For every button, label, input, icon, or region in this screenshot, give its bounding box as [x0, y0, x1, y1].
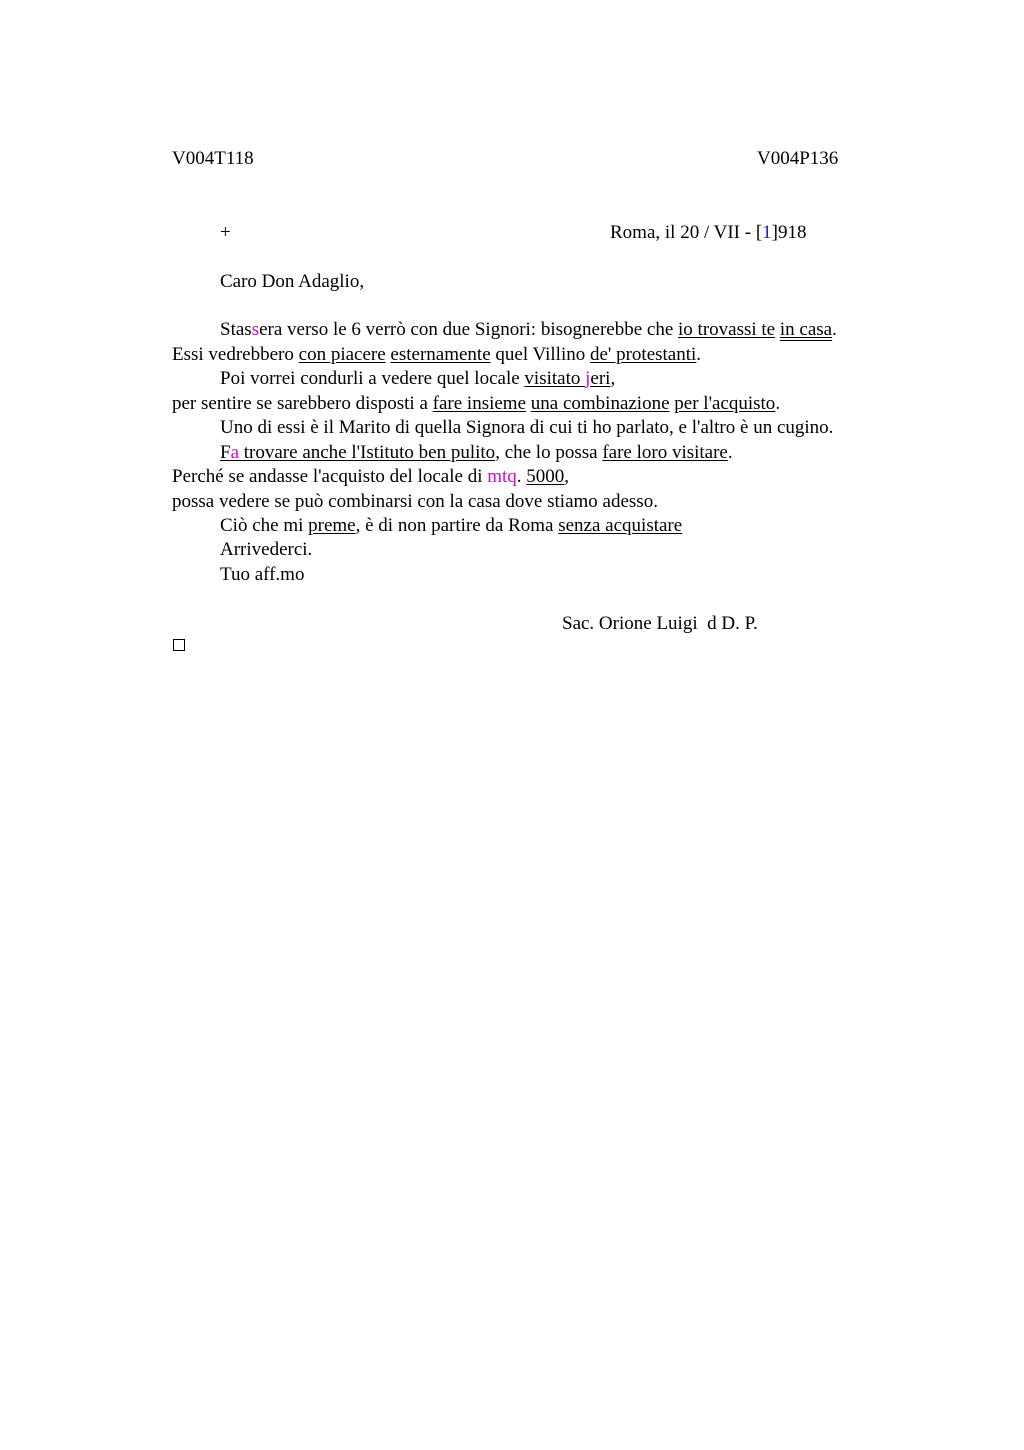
text-segment: Perché se andasse l'acquisto del locale di: [172, 466, 488, 487]
letter-line-2: [172, 345, 701, 364]
double-underlined-text: in casa: [779, 319, 833, 340]
underlined-text: [220, 442, 495, 463]
underlined-text: senza acquistare: [558, 515, 683, 536]
date-prefix: Roma, il 20 / VII - [: [610, 222, 763, 243]
text-segment: Essi vedrebbero: [172, 344, 299, 365]
text-segment: , che lo possa: [495, 442, 603, 463]
text-segment: quel Villino: [490, 344, 590, 365]
letter-date: [610, 223, 807, 242]
underlined-text: con piacere: [298, 344, 386, 365]
text-segment: , è di non partire da Roma: [355, 515, 559, 536]
letter-line-4: [172, 394, 780, 413]
letter-line-1: [220, 320, 837, 339]
letter-line-5: [220, 418, 833, 437]
signature: Sac. Orione Luigi d D. P.: [562, 613, 758, 634]
underlined-text: preme: [308, 515, 356, 536]
text-segment: ,: [564, 466, 570, 487]
text-segment: .: [516, 466, 527, 487]
cross-symbol: +: [220, 222, 231, 243]
text-segment: Uno di essi è il Marito di quella Signora di cui ti ho parlato, e l'altro è un cugino.: [220, 417, 834, 438]
underlined-text: de' protestanti: [589, 344, 697, 365]
letter-line-9: [220, 516, 682, 535]
text-segment: era verso le 6 verrò con due Signori: bisognerebbe che: [259, 319, 679, 340]
underlined-text: esternamente: [390, 344, 491, 365]
underlined-text: una combinazione: [530, 393, 670, 414]
text-segment: Poi vorrei condurli a vedere quel locale: [220, 368, 525, 389]
salutation: Caro Don Adaglio,: [220, 271, 365, 292]
empty-box-icon: [173, 639, 185, 651]
text-segment-highlight: mtq: [487, 466, 517, 487]
text-segment: possa vedere se può combinarsi con la casa dove stiamo adesso.: [172, 491, 658, 512]
letter-line-6: [220, 443, 733, 462]
text-segment: visitato: [524, 368, 586, 389]
text-segment-highlight: j: [585, 368, 591, 389]
underlined-text: 5000: [526, 466, 565, 487]
letter-line-8: [172, 492, 658, 511]
date-bracket-digit: 1: [762, 222, 772, 243]
underlined-text: per l'acquisto: [674, 393, 776, 414]
underlined-text: fare insieme: [432, 393, 527, 414]
letter-line-7: [172, 467, 569, 486]
text-segment: Tuo aff.mo: [220, 564, 305, 585]
text-segment: Arrivederci.: [220, 539, 313, 560]
text-segment: .: [832, 319, 837, 340]
underlined-text: io trovassi te: [678, 319, 776, 340]
underlined-text: fare loro visitare: [602, 442, 728, 463]
text-segment: F: [220, 442, 231, 463]
text-segment: Stas: [220, 319, 252, 340]
reference-code-right: V004P136: [757, 148, 839, 169]
letter-line-3: [220, 369, 615, 388]
text-segment: trovare anche l'Istituto ben pulito: [239, 442, 496, 463]
text-segment: .: [696, 344, 702, 365]
text-segment-highlight: s: [251, 319, 260, 340]
text-segment: eri: [590, 368, 611, 389]
reference-code-left: V004T118: [172, 148, 254, 169]
letter-line-11: [220, 565, 304, 584]
letter-line-10: [220, 540, 312, 559]
text-segment: ,: [610, 368, 616, 389]
text-segment: .: [775, 393, 781, 414]
text-segment: .: [727, 442, 733, 463]
text-segment: per sentire se sarebbero disposti a: [172, 393, 433, 414]
text-segment: Ciò che mi: [220, 515, 309, 536]
underlined-text: [524, 368, 610, 389]
text-segment-highlight: a: [230, 442, 240, 463]
date-suffix: ]918: [771, 222, 807, 243]
